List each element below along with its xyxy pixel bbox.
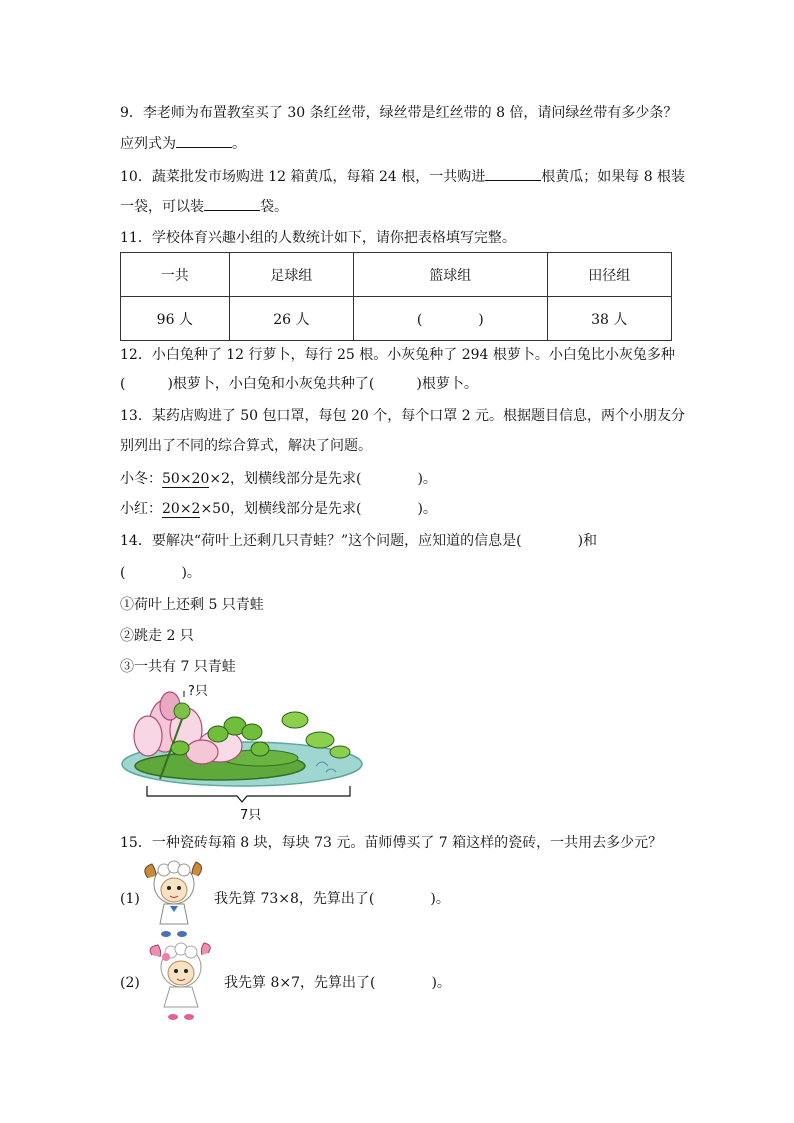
- table-header-cell: 田径组: [547, 253, 671, 297]
- q13-xiaohong: [120, 499, 437, 519]
- frog-top-label: ?只: [188, 684, 208, 699]
- table-cell: 26 人: [229, 297, 353, 341]
- q15-line1: 15．一种瓷砖每箱 8 块，每块 73 元。苗师傅买了 7 箱这样的瓷砖，一共用去多少元？: [120, 835, 663, 851]
- q11-text: 11．学校体育兴趣小组的人数统计如下，请你把表格填写完整。: [120, 230, 516, 246]
- table-header-cell: 一共: [121, 253, 230, 297]
- q13-b-rest: ×50，划横线部分是先求( )。: [200, 501, 437, 517]
- q13-a-underlined: 50×20: [162, 471, 210, 487]
- q12-line2: ( )根萝卜，小白兔和小灰兔共种了( )根萝卜。: [120, 376, 478, 392]
- table-cell-answer[interactable]: ( ): [354, 297, 547, 341]
- q13-a-rest: ×2，划横线部分是先求( )。: [209, 471, 437, 487]
- q15-part2-text: 我先算 8×7，先算出了( )。: [224, 975, 451, 991]
- q15-part2-num: (2): [120, 975, 140, 991]
- q13-b-underlined: 20×2: [162, 501, 201, 517]
- q10-line2: [120, 196, 288, 217]
- q10-suffix2: 袋。: [260, 199, 288, 215]
- q9-line2: [120, 133, 246, 154]
- q13-line1: 13．某药店购进了 50 包口罩，每包 20 个，每个口罩 2 元。根据题目信息，两个小朋友分: [120, 408, 686, 424]
- q10-prefix1: 10．蔬菜批发市场购进 12 箱黄瓜，每箱 24 根，一共购进: [120, 169, 486, 185]
- frog-bottom-label: 7只: [240, 808, 262, 823]
- q13-b-name: 小红：: [120, 501, 162, 517]
- q14-line1: 14．要解决“荷叶上还剩几只青蛙？”这个问题，应知道的信息是( )和: [120, 533, 598, 549]
- frog-lotus-svg: [120, 684, 370, 824]
- q10-blank1[interactable]: [485, 166, 541, 181]
- q14-option-1: ①荷叶上还剩 5 只青蛙: [120, 597, 264, 613]
- sheep-boy-icon: [140, 858, 208, 940]
- q9-suffix: 。: [232, 136, 246, 152]
- table-row: [121, 297, 672, 341]
- q15-part1-num: (1): [120, 891, 140, 907]
- q9-answer-blank[interactable]: [176, 133, 232, 148]
- q13-line2: 别列出了不同的综合算式，解决了问题。: [120, 438, 372, 454]
- q10-prefix2: 一袋，可以装: [120, 199, 204, 215]
- q12-line1: 12．小白兔种了 12 行萝卜，每行 25 根。小灰兔种了 294 根萝卜。小白兔比小灰兔多种: [120, 347, 675, 363]
- q11-table: [120, 252, 672, 341]
- table-cell: 38 人: [547, 297, 671, 341]
- frog-lotus-illustration: [120, 684, 370, 824]
- table-header-row: [121, 253, 672, 297]
- q14-option-3: ③一共有 7 只青蛙: [120, 659, 236, 675]
- q10-blank2[interactable]: [204, 196, 260, 211]
- q15-part1-text: 我先算 73×8，先算出了( )。: [214, 891, 450, 907]
- q9-line1: 9．李老师为布置教室买了 30 条红丝带，绿丝带是红丝带的 8 倍，请问绿丝带有多少条？: [120, 105, 678, 121]
- q10-suffix1: 根黄瓜；如果每 8 根装: [541, 169, 686, 185]
- q13-a-name: 小冬：: [120, 471, 162, 487]
- sheep-girl-icon: [146, 941, 216, 1023]
- q13-xiaodong: [120, 469, 437, 489]
- q10-line1: [120, 166, 685, 187]
- q14-line2: ( )。: [120, 565, 201, 581]
- table-header-cell: 篮球组: [354, 253, 547, 297]
- table-cell: 96 人: [121, 297, 230, 341]
- q9-prefix: 应列式为: [120, 136, 176, 152]
- table-header-cell: 足球组: [229, 253, 353, 297]
- q14-option-2: ②跳走 2 只: [120, 628, 194, 644]
